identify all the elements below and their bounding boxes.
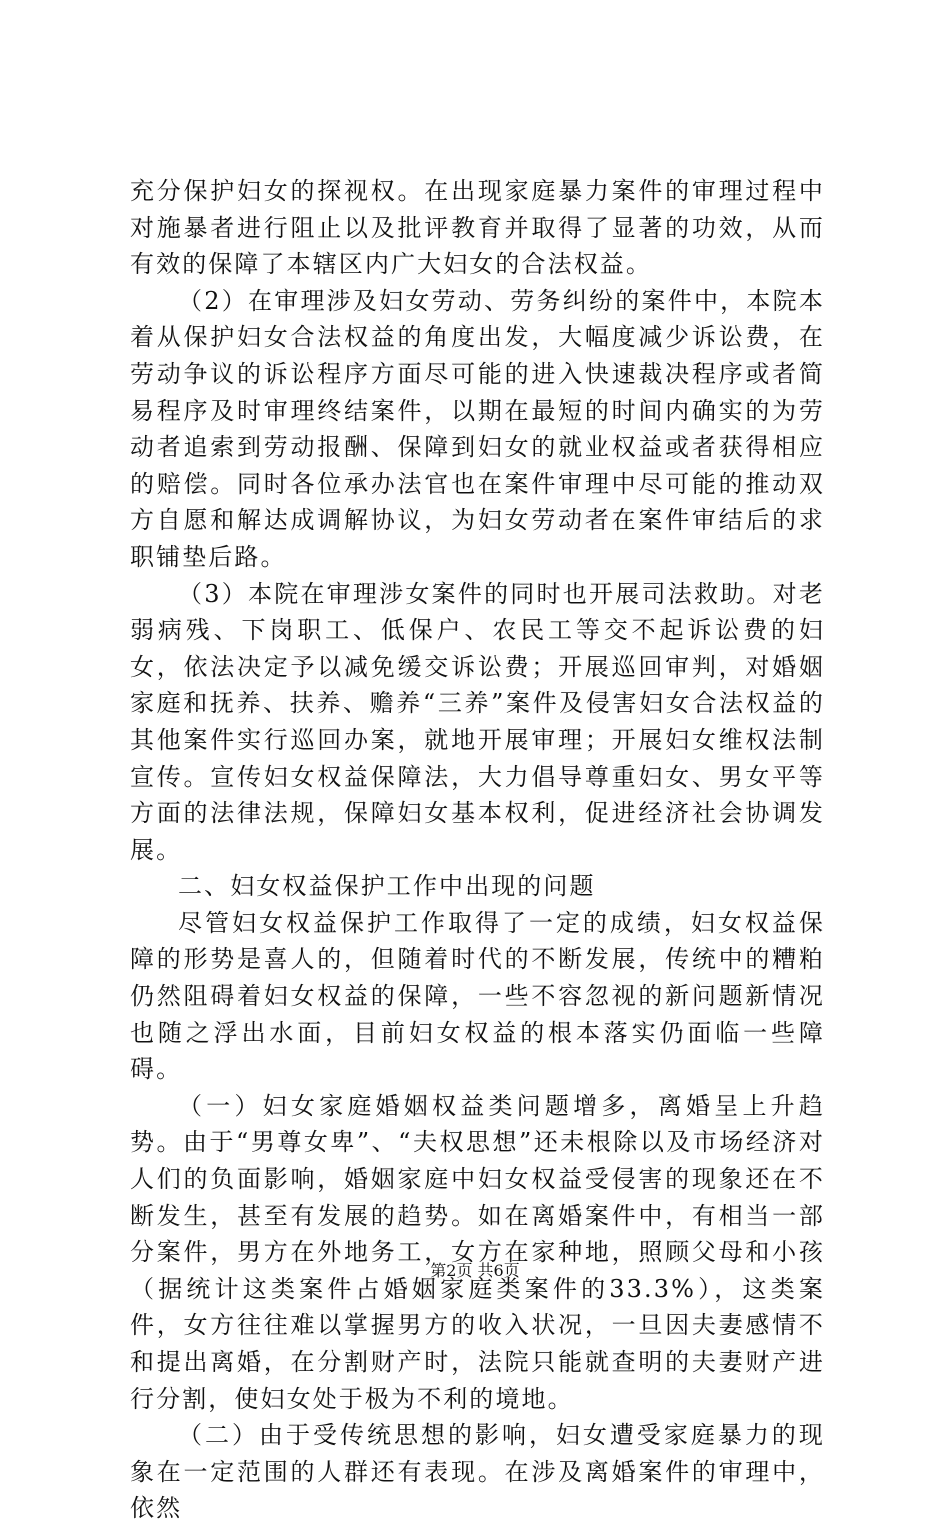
paragraph-4: 尽管妇女权益保护工作取得了一定的成绩，妇女权益保障的形势是喜人的，但随着时代的不断发展，传统中的糟粕仍然阻碍着妇女权益的保障，一些不容忽视的新问题新情况也随之浮出水面，目前妇女权益的根本落实仍面临一些障碍。 (130, 908, 825, 1084)
paragraph-3: （3）本院在审理涉女案件的同时也开展司法救助。对老弱病残、下岗职工、低保户、农民工等交不起诉讼费的妇女，依法决定予以减免缓交诉讼费；开展巡回审判，对婚姻家庭和抚养、扶养、赡养“三养”案件及侵害妇女合法权益的其他案件实行巡回办案，就地开展审理；开展妇女维权法制宣传。宣传妇女权益保障法，大力倡导尊重妇女、男女平等方面的法律法规，保障妇女基本权利，促进经济社会协调发展。 (130, 579, 825, 864)
paragraph-2: （2）在审理涉及妇女劳动、劳务纠纷的案件中，本院本着从保护妇女合法权益的角度出发，大幅度减少诉讼费，在劳动争议的诉讼程序方面尽可能的进入快速裁决程序或者简易程序及时审理终结案件，以期在最短的时间内确实的为劳动者追索到劳动报酬、保障到妇女的就业权益或者获得相应的赔偿。同时各位承办法官也在案件审理中尽可能的推动双方自愿和解达成调解协议，为妇女劳动者在案件审结后的求职铺垫后路。 (130, 286, 825, 571)
paragraph-1: 充分保护妇女的探视权。在出现家庭暴力案件的审理过程中对施暴者进行阻止以及批评教育并取得了显著的功效，从而有效的保障了本辖区内广大妇女的合法权益。 (130, 177, 825, 279)
page-footer: 第2页 共6页 (430, 1261, 520, 1280)
paragraph-6: （二）由于受传统思想的影响，妇女遭受家庭暴力的现象在一定范围的人群还有表现。在涉及离婚案件的审理中，依然 (130, 1421, 825, 1523)
section-heading: 二、妇女权益保护工作中出现的问题 (178, 872, 596, 901)
document-body (130, 173, 825, 1527)
paragraph-5: （一）妇女家庭婚姻权益类问题增多，离婚呈上升趋势。由于“男尊女卑”、“夫权思想”还未根除以及市场经济对人们的负面影响，婚姻家庭中妇女权益受侵害的现象还在不断发生，甚至有发展的趋势。如在离婚案件中，有相当一部分案件，男方在外地务工，女方在家种地，照顾父母和小孩（据统计这类案件占婚姻家庭类案件的33.3%），这类案件，女方往往难以掌握男方的收入状况，一旦因夫妻感情不和提出离婚，在分割财产时，法院只能就查明的夫妻财产进行分割，使妇女处于极为不利的境地。 (130, 1091, 825, 1413)
